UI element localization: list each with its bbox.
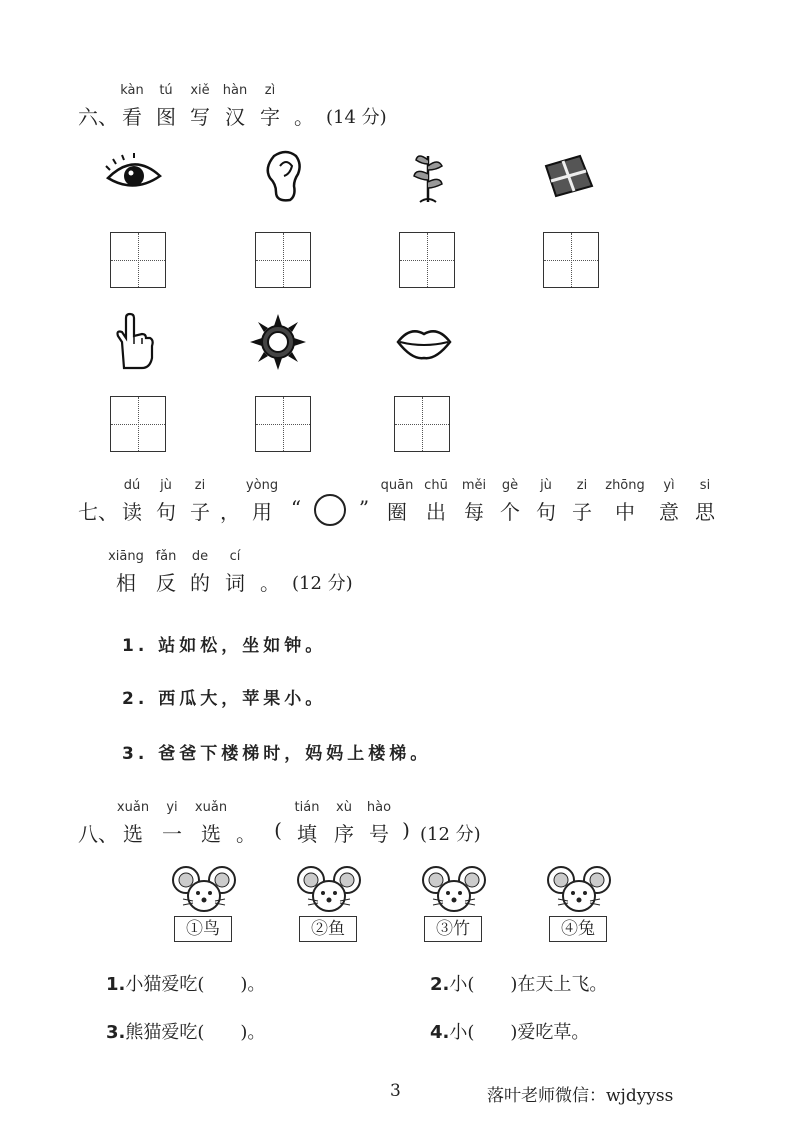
pinyin: kàn [120,83,144,98]
title-char: 汉 [225,105,245,129]
title-char: 。 [260,571,280,595]
question-text: 小猫爱吃( )。 [125,974,266,995]
sentence-1[interactable]: 1. 站如松，坐如钟。 [122,636,327,656]
writing-box[interactable] [110,396,166,452]
pinyin: zhōng [605,478,645,493]
sprout-icon [398,146,458,206]
pinyin: xuǎn [116,800,150,815]
mouse-icon [296,860,362,920]
option-label: ①鸟 [174,916,232,942]
pinyin: de [191,549,209,564]
title-char: 每 [464,500,484,524]
option-card-1[interactable] [171,860,237,950]
title-char: 写 [190,105,210,129]
title-char: 读 [122,500,142,524]
pinyin: xiě [190,83,210,98]
title-char: 圈 [387,500,407,524]
title-char: 中 [615,500,635,524]
question-text: 熊猫爱吃( )。 [125,1022,266,1043]
sentence-3[interactable]: 3. 爸爸下楼梯时，妈妈上楼梯。 [122,744,432,764]
pinyin: jù [540,478,552,493]
title-char: 的 [190,571,210,595]
option-card-4[interactable] [546,860,612,950]
section-number: 八、 [78,822,118,846]
title-char: 填 [297,822,317,846]
pinyin: yòng [245,478,279,493]
option-label: ④兔 [549,916,607,942]
pinyin: tú [159,83,173,98]
pinyin: dú [123,478,141,493]
writing-box[interactable] [255,396,311,452]
question-number: 1. [106,974,126,995]
title-char: 号 [369,822,389,846]
title-char: 思 [695,500,715,524]
writing-box[interactable] [110,232,166,288]
section-number: 六、 [78,105,118,129]
pinyin: quān [380,478,414,493]
mouse-icon [421,860,487,920]
pinyin: si [699,478,711,493]
title-char: 字 [260,105,280,129]
pinyin: chū [424,478,448,493]
title-char: 序 [334,822,354,846]
question-text: 小( )爱吃草。 [449,1022,590,1043]
title-char: 句 [536,500,556,524]
title-char: 子 [190,500,210,524]
question-2[interactable] [430,970,607,996]
question-number: 2. [430,974,450,995]
title-char: ” [358,496,370,520]
writing-box[interactable] [394,396,450,452]
title-char: ) [402,818,410,842]
pinyin: xù [336,800,352,815]
title-char: 相 [116,571,136,595]
question-number: 4. [430,1022,450,1043]
pinyin: jù [160,478,172,493]
title-char: 看 [122,105,142,129]
writing-box[interactable] [543,232,599,288]
ear-icon [256,146,316,206]
option-card-3[interactable] [421,860,487,950]
option-label: ③竹 [424,916,482,942]
title-char: 选 [123,822,143,846]
question-1[interactable] [106,970,265,996]
pinyin: yi [166,800,178,815]
pinyin: cí [229,549,241,564]
eye-icon [104,146,164,206]
mouth-icon [394,312,454,372]
writing-box[interactable] [255,232,311,288]
mouse-icon [546,860,612,920]
circle-symbol-icon [312,492,348,528]
pinyin: xiāng [108,549,144,564]
title-char: 意 [659,500,679,524]
title-char: 子 [572,500,592,524]
hand-icon [106,312,166,372]
section-score: (12 分) [292,573,353,594]
footer-note: 落叶老师微信：wjdyyss [487,1086,674,1106]
question-number: 3. [106,1022,126,1043]
title-char: 反 [156,571,176,595]
field-icon [538,146,598,206]
pinyin: měi [461,478,487,493]
title-char: ， [220,500,240,524]
option-label: ②鱼 [299,916,357,942]
title-char: 。 [236,822,256,846]
writing-box[interactable] [399,232,455,288]
pinyin: tián [294,800,320,815]
pinyin: yì [663,478,675,493]
mouse-icon [171,860,237,920]
title-char: 出 [426,500,446,524]
option-card-2[interactable] [296,860,362,950]
pinyin: gè [501,478,519,493]
pinyin: zì [264,83,276,98]
pinyin: zi [194,478,206,493]
title-char: 个 [500,500,520,524]
title-char: “ [290,496,302,520]
section-score: (14 分) [326,107,387,128]
question-3[interactable] [106,1018,265,1044]
title-char: 句 [156,500,176,524]
title-char: 一 [162,822,182,846]
title-char: 图 [156,105,176,129]
section-score: (12 分) [420,824,481,845]
title-punct: 。 [294,105,314,129]
sentence-2[interactable]: 2. 西瓜大，苹果小。 [122,689,327,709]
pinyin: hào [366,800,392,815]
sun-icon [248,312,308,372]
question-text: 小( )在天上飞。 [449,974,608,995]
pinyin: hàn [222,83,248,98]
page-number: 3 [390,1081,401,1101]
pinyin: zi [576,478,588,493]
title-char: 用 [252,500,272,524]
title-char: 选 [201,822,221,846]
pinyin: fǎn [155,549,177,564]
question-4[interactable] [430,1018,589,1044]
title-char: ( [274,818,282,842]
title-char: 词 [225,571,245,595]
section-number: 七、 [78,500,118,524]
pinyin: xuǎn [194,800,228,815]
